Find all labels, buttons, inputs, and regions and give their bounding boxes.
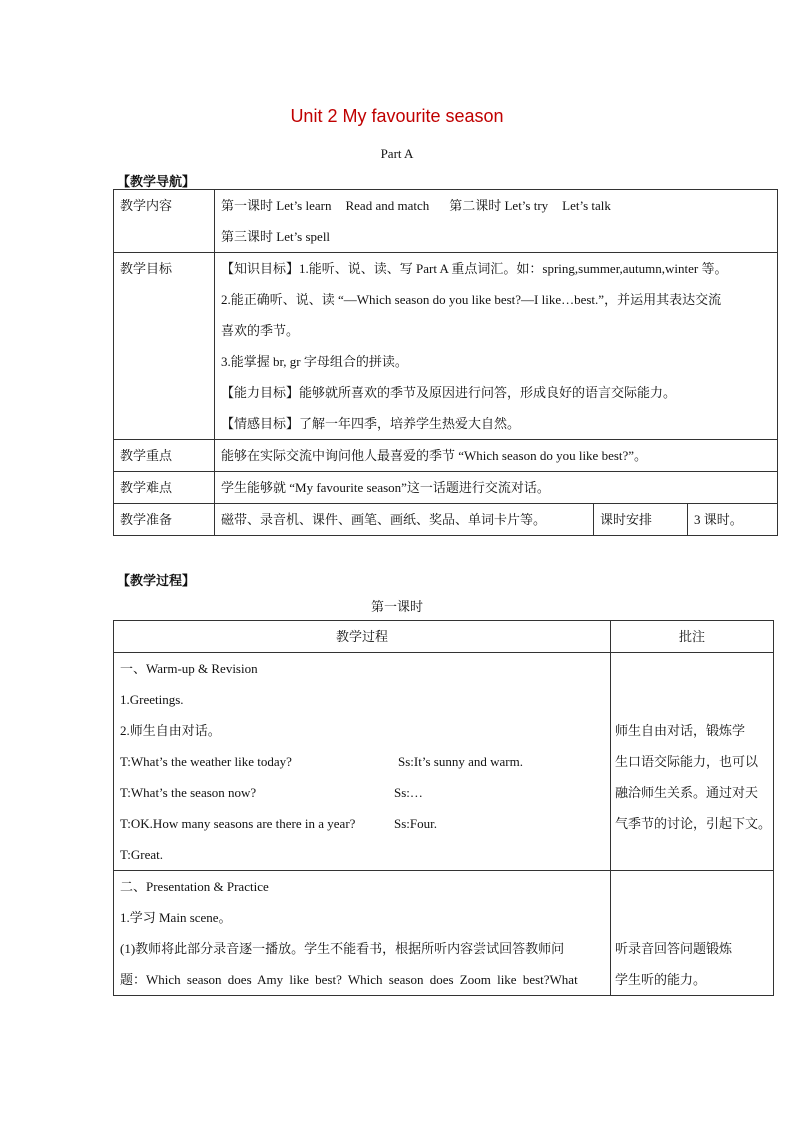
- blank-line: [615, 653, 769, 684]
- goals-line: 【能力目标】能够就所喜欢的季节及原因进行问答，形成良好的语言交际能力。: [221, 385, 677, 400]
- teaching-guide-table: [113, 189, 778, 536]
- dialogue-line: [120, 808, 604, 839]
- row-content: [114, 190, 778, 253]
- warmup-text: 1.Greetings.: [120, 692, 184, 707]
- presentation-note-cell: [611, 871, 774, 996]
- col-process-header: 教学过程: [114, 621, 611, 653]
- presentation-cell: [114, 871, 611, 996]
- blank-line: [615, 871, 769, 902]
- warmup-cell: [114, 653, 611, 871]
- note-line: 生口语交际能力，也可以: [615, 754, 759, 769]
- student-line: Ss:It’s sunny and warm.: [398, 754, 523, 769]
- presentation-line: 二、Presentation & Practice: [120, 879, 269, 894]
- note-line: 学生听的能力。: [615, 972, 707, 987]
- presentation-line: (1)教师将此部分录音逐一播放。学生不能看书，根据所听内容尝试回答教师问: [120, 941, 565, 956]
- difficulty-text: 学生能够就 “My favourite season”这一话题进行交流对话。: [215, 472, 778, 504]
- teacher-line: T:What’s the season now?: [120, 785, 257, 800]
- guide-heading: 【教学导航】: [117, 174, 196, 189]
- teaching-process-table: [113, 620, 774, 996]
- row-difficulties: [114, 472, 778, 504]
- row-goals: [114, 253, 778, 440]
- content-cell: [215, 190, 778, 253]
- row-preparation: [114, 504, 778, 536]
- content-item: 第二课时 Let’s try: [449, 198, 549, 213]
- goals-cell: [215, 253, 778, 440]
- col-notes-header: 批注: [611, 621, 774, 653]
- goals-line: 2.能正确听、说、读 “—Which season do you like best?—I like…best.”，并运用其表达交流: [221, 292, 722, 307]
- warmup-row: [114, 653, 774, 871]
- warmup-note-cell: [611, 653, 774, 871]
- note-line: 气季节的讨论，引起下文。: [615, 816, 772, 831]
- prep-label: 教学准备: [114, 504, 215, 536]
- warmup-line: [120, 839, 604, 870]
- note-line: 融洽师生关系。通过对天: [615, 785, 759, 800]
- content-item: Let’s talk: [562, 198, 611, 213]
- dialogue-line: [120, 746, 604, 777]
- blank-line: [615, 902, 769, 933]
- lesson-label: 第一课时: [370, 599, 423, 614]
- teacher-line: T:What’s the weather like today?: [120, 754, 292, 769]
- warmup-text: T:Great.: [120, 847, 164, 862]
- document-title: Unit 2 My favourite season: [290, 106, 504, 126]
- teacher-line: T:OK.How many seasons are there in a year?: [120, 816, 356, 831]
- prep-text: 磁带、录音机、课件、画笔、画纸、奖品、单词卡片等。: [215, 504, 594, 536]
- goals-line: 【情感目标】了解一年四季，培养学生热爱大自然。: [221, 416, 521, 431]
- goals-line: 【知识目标】1.能听、说、读、写 Part A 重点词汇。如：spring,summer,autumn,winter 等。: [221, 261, 728, 276]
- presentation-row: [114, 871, 774, 996]
- row-key-points: [114, 440, 778, 472]
- process-header-row: [114, 621, 774, 653]
- note-line: 师生自由对话，锻炼学: [615, 723, 746, 738]
- process-heading: 【教学过程】: [117, 573, 196, 588]
- content-line-1: [221, 190, 771, 221]
- goals-line: 3.能掌握 br, gr 字母组合的拼读。: [221, 354, 408, 369]
- goals-line: 喜欢的季节。: [221, 323, 300, 338]
- content-item: Read and match: [345, 198, 430, 213]
- note-line: 听录音回答问题锻炼: [615, 941, 733, 956]
- key-label: 教学重点: [114, 440, 215, 472]
- schedule-value: 3 课时。: [688, 504, 778, 536]
- content-item: 第一课时 Let’s learn: [221, 198, 332, 213]
- key-text: 能够在实际交流中询问他人最喜爱的季节 “Which season do you like best?”。: [215, 440, 778, 472]
- warmup-line: [120, 684, 604, 715]
- warmup-text: 一、Warm-up & Revision: [120, 661, 258, 676]
- student-line: Ss:…: [394, 785, 423, 800]
- content-line-2: 第三课时 Let’s spell: [221, 229, 331, 244]
- dialogue-line: [120, 777, 604, 808]
- presentation-line: 题：Which season does Amy like best? Which season does Zoom like best?What: [120, 972, 578, 987]
- warmup-line: [120, 715, 604, 746]
- difficulty-label: 教学难点: [114, 472, 215, 504]
- content-label: 教学内容: [114, 190, 215, 253]
- document-subtitle: Part A: [380, 146, 414, 161]
- student-line: Ss:Four.: [394, 816, 437, 831]
- warmup-line: [120, 653, 604, 684]
- warmup-text: 2.师生自由对话。: [120, 723, 221, 738]
- schedule-label: 课时安排: [594, 504, 688, 536]
- presentation-line: 1.学习 Main scene。: [120, 910, 232, 925]
- goals-label: 教学目标: [114, 253, 215, 440]
- blank-line: [615, 684, 769, 715]
